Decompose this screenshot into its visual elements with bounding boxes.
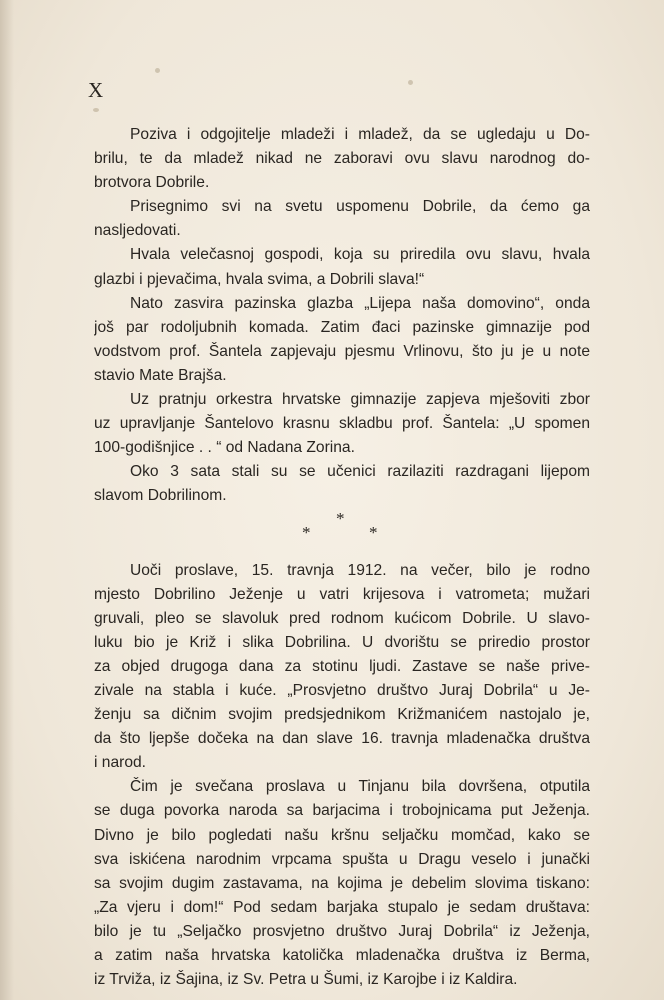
text-line: i narod.	[94, 754, 147, 772]
separator-star: *	[369, 522, 378, 542]
text-line: Uoči proslave, 15. travnja 1912. na večer, bilo je rodno	[130, 561, 590, 579]
text-line: zivale na stabla i kuće. „Prosvjetno društvo Juraj Dobrila“ u Je-	[94, 681, 590, 699]
text-line: „Za vjeru i dom!“ Pod sedam barjaka stupalo je sedam društava:	[94, 898, 590, 916]
paper-speck	[155, 68, 160, 73]
text-line: se duga povorka naroda sa barjacima i trobojnicama put Ježenja.	[94, 802, 590, 820]
text-line: još par rodoljubnih komada. Zatim đaci pazinske gimnazije pod	[94, 318, 590, 336]
text-line: vodstvom prof. Šantela zapjevaju pjesmu Vrlinovu, što ju je u note	[94, 342, 590, 360]
text-line: slavom Dobrilinom.	[94, 487, 227, 505]
paper-speck	[93, 108, 99, 112]
text-line: glazbi i pjevačima, hvala svima, a Dobrili slava!“	[94, 270, 425, 288]
text-line: Čim je svečana proslava u Tinjanu bila dovršena, otputila	[130, 778, 590, 796]
text-line: gruvali, pleo se slavoluk pred rodnom kućicom Dobrile. U slavo-	[94, 609, 590, 627]
text-line: bilo je tu „Seljačko prosvjetno društvo Juraj Dobrila“ iz Ježenja,	[94, 922, 590, 940]
separator-star: *	[336, 508, 345, 528]
text-line: stavio Mate Brajša.	[94, 366, 227, 384]
text-line: Uz pratnju orkestra hrvatske gimnazije zapjeva mješoviti zbor	[130, 391, 590, 409]
text-line: Oko 3 sata stali su se učenici razilaziti razdragani lijepom	[130, 463, 590, 481]
paragraph	[94, 195, 590, 243]
section-separator	[94, 509, 590, 549]
paragraph	[94, 123, 590, 195]
text-line: a zatim naša hrvatska katolička mladenačka društva iz Berma,	[94, 947, 590, 964]
paragraph	[94, 460, 590, 508]
text-line: luku bio je Križ i slika Dobrilina. U dvorištu se priredio prostor	[94, 633, 590, 651]
text-line: sva iskićena narodnim vrpcama spušta u Dragu veselo i junački	[94, 850, 590, 868]
text-line: za objed drugoga dana za stotinu ljudi. Zastave se naše prive-	[94, 657, 590, 675]
text-line: Divno je bilo pogledati našu kršnu seljačku momčad, kako se	[94, 826, 590, 844]
paragraph	[94, 243, 590, 291]
text-line: ženju sa dičnim svojim predsjednikom Križmanićem nastojalo je,	[94, 706, 590, 724]
text-line: sa svojim dugim zastavama, na kojima je debelim slovima tiskano:	[94, 874, 590, 892]
text-line: Hvala velečasnoj gospodi, koja su priredila ovu slavu, hvala	[130, 246, 590, 264]
text-line: 100-godišnjice . . “ od Nadana Zorina.	[94, 439, 355, 457]
paragraph	[94, 292, 590, 388]
paragraph	[94, 388, 590, 460]
text-line: Prisegnimo svi na svetu uspomenu Dobrile, da ćemo ga	[130, 198, 590, 216]
text-section-after	[94, 559, 590, 993]
separator-star: *	[302, 522, 311, 542]
text-line: da što ljepše dočeka na dan slave 16. travnja mladenačka društva	[94, 730, 590, 748]
paragraph	[94, 775, 590, 992]
paper-speck	[408, 80, 413, 85]
text-line: iz Trviža, iz Šajina, iz Sv. Petra u Šumi, iz Karojbe i iz Kaldira.	[94, 971, 518, 989]
page-number: X	[88, 78, 104, 102]
text-line: brotvora Dobrile.	[94, 174, 210, 192]
text-line: Nato zasvira pazinska glazba „Lijepa naša domovino“, onda	[130, 294, 590, 312]
text-line: Poziva i odgojitelje mladeži i mladež, da se ugledaju u Do-	[130, 126, 590, 143]
text-section-before	[94, 123, 590, 509]
page-edge-shadow	[0, 0, 14, 1000]
text-line: brilu, te da mladež nikad ne zaboravi ovu slavu narodnog do-	[94, 150, 590, 168]
page-body	[94, 123, 590, 992]
text-line: uz upravljanje Šantelovo krasnu skladbu prof. Šantela: „U spomen	[94, 415, 590, 433]
paragraph	[94, 559, 590, 776]
section-gap	[94, 549, 590, 559]
text-line: mjesto Dobrilino Ježenje u vatri krijesova i vatrometa; mužari	[94, 585, 590, 603]
text-line: nasljedovati.	[94, 222, 181, 240]
